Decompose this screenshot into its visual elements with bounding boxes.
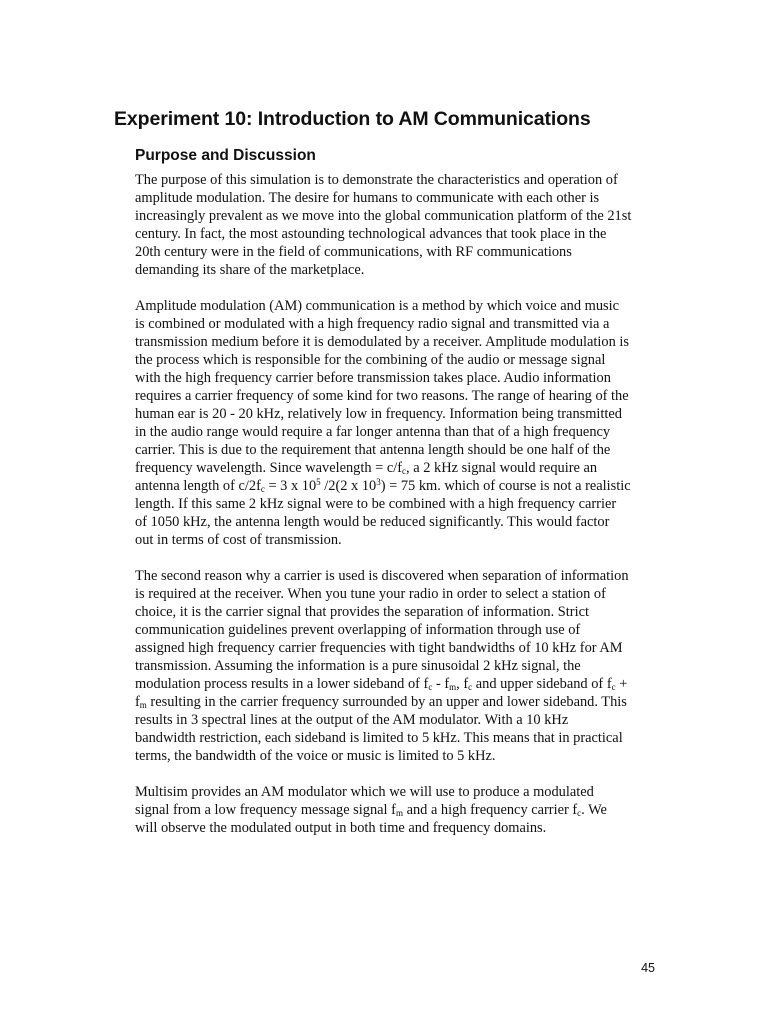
text-line <box>135 801 657 819</box>
text-line: transmission medium before it is demodulated by a receiver. Amplitude modulation is <box>135 334 629 350</box>
paragraph-purpose <box>135 171 657 279</box>
text-run: ) = 75 km. which of course is not a realistic <box>380 478 631 494</box>
text-line: will observe the modulated output in both time and frequency domains. <box>135 820 547 836</box>
section-heading: Purpose and Discussion <box>135 147 316 164</box>
subscript: m <box>139 700 147 710</box>
text-line: out in terms of cost of transmission. <box>135 532 342 548</box>
paragraph-carrier-separation <box>135 567 657 765</box>
text-line: of 1050 kHz, the antenna length would be reduced significantly. This would factor <box>135 514 610 530</box>
text-line: increasingly prevalent as we move into the global communication platform of the 21st <box>135 208 632 224</box>
text-run: frequency wavelength. Since wavelength = c/f <box>135 460 403 476</box>
paragraph-am-definition <box>135 297 657 549</box>
page-title: Experiment 10: Introduction to AM Communications <box>114 108 591 130</box>
text-line: terms, the bandwidth of the voice or music is limited to 5 kHz. <box>135 748 496 764</box>
subscript: m <box>449 682 457 692</box>
text-line: bandwidth restriction, each sideband is limited to 5 kHz. This means that in practical <box>135 730 623 746</box>
text-run: + <box>615 676 628 692</box>
text-run: - f <box>432 676 450 692</box>
paragraph-multisim <box>135 783 657 837</box>
subscript: c <box>428 682 433 692</box>
text-line <box>135 477 657 495</box>
text-line: communication guidelines prevent overlapping of information through use of <box>135 622 581 638</box>
text-line: in the audio range would require a far longer antenna than that of a high frequency <box>135 424 611 440</box>
text-line: The purpose of this simulation is to demonstrate the characteristics and operation of <box>135 172 618 188</box>
text-line: Multisim provides an AM modulator which we will use to produce a modulated <box>135 784 594 800</box>
subscript: m <box>395 808 403 818</box>
text-line: Amplitude modulation (AM) communication is a method by which voice and music <box>135 298 619 314</box>
body-text <box>135 171 657 855</box>
text-run: antenna length of c/2f <box>135 478 261 494</box>
text-run: , f <box>456 676 469 692</box>
text-line <box>135 675 657 693</box>
text-line: demanding its share of the marketplace. <box>135 262 365 278</box>
text-run: , a 2 kHz signal would require an <box>406 460 598 476</box>
text-run: f <box>135 694 140 710</box>
text-run: and a high frequency carrier f <box>402 802 578 818</box>
text-line: the process which is responsible for the combining of the audio or message signal <box>135 352 606 368</box>
text-run: signal from a low frequency message signal f <box>135 802 396 818</box>
text-run: . We <box>581 802 607 818</box>
text-line: is combined or modulated with a high frequency radio signal and transmitted via a <box>135 316 610 332</box>
text-line: is required at the receiver. When you tune your radio in order to select a station of <box>135 586 606 602</box>
text-line: human ear is 20 - 20 kHz, relatively low in frequency. Information being transmitted <box>135 406 623 422</box>
text-line: amplitude modulation. The desire for humans to communicate with each other is <box>135 190 600 206</box>
text-line: results in 3 spectral lines at the output of the AM modulator. With a 10 kHz <box>135 712 569 728</box>
text-line <box>135 693 657 711</box>
subscript: c <box>577 808 582 818</box>
text-line <box>135 459 657 477</box>
text-line: assigned high frequency carrier frequencies with tight bandwidths of 10 kHz for AM <box>135 640 623 656</box>
page-number: 45 <box>641 961 655 975</box>
text-line: 20th century were in the field of communications, with RF communications <box>135 244 572 260</box>
text-line: The second reason why a carrier is used is discovered when separation of information <box>135 568 629 584</box>
subscript: c <box>402 466 407 476</box>
text-line: with the high frequency carrier before transmission takes place. Audio information <box>135 370 611 386</box>
subscript: c <box>260 484 265 494</box>
text-line: requires a carrier frequency of some kind for two reasons. The range of hearing of the <box>135 388 629 404</box>
subscript: c <box>611 682 616 692</box>
text-line: carrier. This is due to the requirement that antenna length should be one half of the <box>135 442 611 458</box>
superscript: 3 <box>376 477 381 487</box>
subscript: c <box>468 682 473 692</box>
text-line: choice, it is the carrier signal that provides the separation of information. Strict <box>135 604 589 620</box>
text-line: century. In fact, the most astounding technological advances that took place in the <box>135 226 607 242</box>
text-run: and upper sideband of f <box>472 676 612 692</box>
text-line: length. If this same 2 kHz signal were to be combined with a high frequency carrier <box>135 496 617 512</box>
superscript: 5 <box>316 477 321 487</box>
text-run: resulting in the carrier frequency surrounded by an upper and lower sideband. This <box>146 694 627 710</box>
text-run: /2(2 x 10 <box>320 478 377 494</box>
text-line: transmission. Assuming the information is a pure sinusoidal 2 kHz signal, the <box>135 658 581 674</box>
text-run: modulation process results in a lower sideband of f <box>135 676 429 692</box>
text-run: = 3 x 10 <box>264 478 317 494</box>
